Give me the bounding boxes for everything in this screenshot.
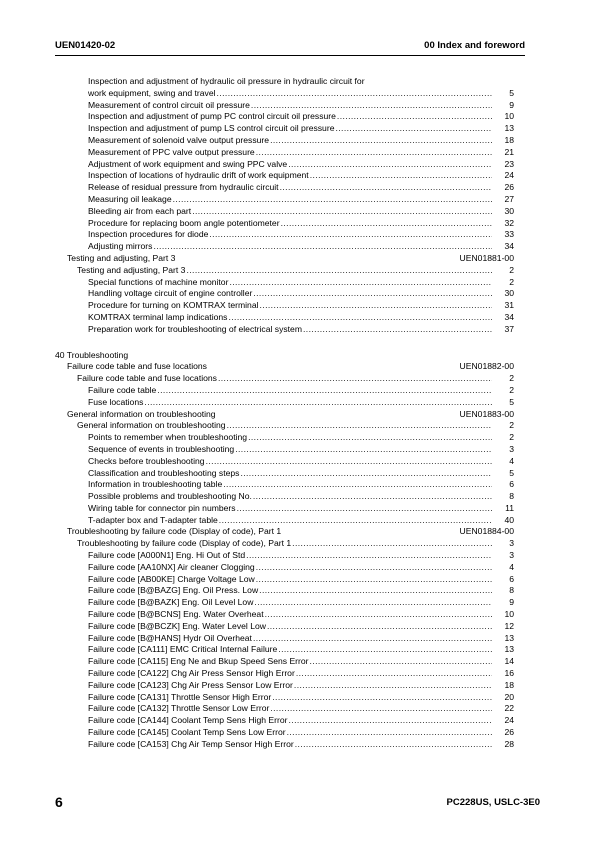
toc-entry-row — [55, 621, 514, 633]
toc-page-number: 16 — [504, 668, 514, 679]
toc-page-number: 4 — [509, 455, 514, 466]
toc-chapter-label: Failure code table and fuse locations — [67, 361, 207, 372]
toc-entry-label: Failure code table — [88, 384, 157, 395]
toc-entry-row — [55, 111, 514, 123]
toc-entry-row — [55, 574, 514, 586]
toc-entry-line — [88, 609, 514, 621]
dot-leader — [246, 550, 492, 562]
dot-leader — [310, 656, 492, 668]
toc-entry-label: Measurement of control circuit oil pressure — [88, 99, 250, 110]
dot-leader — [294, 680, 492, 692]
toc-page-number: 10 — [504, 609, 514, 620]
toc-entry-row — [55, 585, 514, 597]
toc-page-number: 34 — [504, 311, 514, 322]
toc-entry-line — [88, 241, 514, 253]
dot-leader — [296, 668, 492, 680]
toc-entry-label: Adjustment of work equipment and swing PPC valve — [88, 158, 288, 169]
toc-entry-label: Failure code [AB00KE] Charge Voltage Low — [88, 573, 255, 584]
toc-entry-label: Failure code [B@BCZK] Eng. Water Level Low — [88, 620, 266, 631]
toc-page-number: 3 — [509, 550, 514, 561]
toc-entry-line — [77, 538, 514, 550]
toc-entry-row — [55, 444, 514, 456]
toc-page-number: 20 — [504, 691, 514, 702]
toc-entry-line — [88, 229, 514, 241]
toc-entry-line — [88, 562, 514, 574]
toc-entry-label: Measurement of solenoid valve output pressure — [88, 134, 270, 145]
toc-entry-label: Failure code [CA144] Coolant Temp Sens High Error — [88, 715, 288, 726]
dot-leader — [186, 265, 492, 277]
toc-entry-line — [88, 715, 514, 727]
dot-leader — [272, 692, 492, 704]
dot-leader — [173, 194, 492, 206]
toc-entry-line — [77, 420, 514, 432]
toc-entry-label: Failure code [CA131] Throttle Sensor High Error — [88, 691, 272, 702]
toc-page-number: 13 — [504, 123, 514, 134]
toc-entry-line — [88, 727, 514, 739]
toc-entry-row — [55, 135, 514, 147]
toc-page-number: 26 — [504, 727, 514, 738]
toc-entry-label: Failure code [CA111] EMC Critical Internal Failure — [88, 644, 278, 655]
toc-subchapter-row — [55, 265, 514, 277]
toc-chapter-label: General information on troubleshooting — [67, 408, 216, 419]
dot-leader — [254, 597, 492, 609]
toc-entry-line — [88, 88, 514, 100]
toc-page-number: 30 — [504, 288, 514, 299]
toc-page-number: 18 — [504, 679, 514, 690]
dot-leader — [217, 88, 492, 100]
toc-entry-label: Possible problems and troubleshooting No. — [88, 491, 252, 502]
toc-entry-row — [55, 727, 514, 739]
toc-entry-line — [88, 585, 514, 597]
toc-entry-label: Handling voltage circuit of engine controller — [88, 288, 253, 299]
dot-leader — [253, 288, 492, 300]
toc-page-number: 28 — [504, 738, 514, 749]
toc-page-number: 22 — [504, 703, 514, 714]
toc-entry-row — [55, 668, 514, 680]
toc-entry-row — [55, 491, 514, 503]
toc-entry-row — [55, 159, 514, 171]
toc-entry-row — [55, 229, 514, 241]
toc-entry-line — [77, 373, 514, 385]
dot-leader — [144, 397, 492, 409]
toc-entry-row — [55, 397, 514, 409]
dot-leader — [218, 373, 492, 385]
toc-entry-line — [88, 159, 514, 171]
toc-page-number: 30 — [504, 205, 514, 216]
toc-page-number: 13 — [504, 632, 514, 643]
toc-entry-label: Failure code [B@HANS] Hydr Oil Overheat — [88, 632, 252, 643]
toc-chapter-label: Troubleshooting by failure code (Display of code), Part 1 — [67, 526, 282, 537]
toc-entry-line — [88, 692, 514, 704]
toc-entry-row — [55, 703, 514, 715]
dot-leader — [240, 468, 492, 480]
toc-entry-row — [55, 100, 514, 112]
toc-entry-row — [55, 468, 514, 480]
toc-entry-label: General information on troubleshooting — [77, 420, 226, 431]
toc-entry-label: Failure code [CA145] Coolant Temp Sens Low Error — [88, 727, 286, 738]
toc-entry-label: Sequence of events in troubleshooting — [88, 443, 235, 454]
toc-entry-label: Measuring oil leakage — [88, 193, 172, 204]
toc-page-number: 33 — [504, 229, 514, 240]
toc-entry-line — [88, 656, 514, 668]
toc-entry-row — [55, 147, 514, 159]
dot-leader — [281, 218, 492, 230]
table-of-contents — [55, 76, 514, 751]
toc-entry-line — [88, 218, 514, 230]
toc-chapter-code: UEN01884-00 — [459, 526, 514, 537]
toc-entry-line — [88, 312, 514, 324]
toc-entry-row — [55, 479, 514, 491]
toc-entry-line — [88, 444, 514, 456]
toc-entry-row — [55, 562, 514, 574]
toc-section-label: 40 Troubleshooting — [55, 349, 129, 360]
toc-entry-row — [55, 597, 514, 609]
toc-entry-label: Troubleshooting by failure code (Display of code), Part 1 — [77, 538, 292, 549]
toc-entry-row — [55, 300, 514, 312]
toc-page-number: 6 — [509, 479, 514, 490]
toc-entry-row — [55, 515, 514, 527]
toc-entry-row — [55, 456, 514, 468]
toc-page-number: 27 — [504, 193, 514, 204]
toc-entry-line — [88, 468, 514, 480]
dot-leader — [153, 241, 492, 253]
toc-entry-line — [88, 597, 514, 609]
toc-entry-label: Failure code [CA123] Chg Air Press Sensor Low Error — [88, 679, 293, 690]
toc-subchapter-row — [55, 373, 514, 385]
page-number: 6 — [55, 794, 63, 810]
toc-entry-line — [88, 621, 514, 633]
toc-entry-line — [88, 397, 514, 409]
toc-entry-label: Procedure for replacing boom angle potentiometer — [88, 217, 280, 228]
toc-page-number: 2 — [509, 276, 514, 287]
dot-leader — [253, 633, 492, 645]
toc-entry-row — [55, 277, 514, 289]
toc-entry-row — [55, 88, 514, 100]
toc-entry-row — [55, 739, 514, 751]
dot-leader — [256, 562, 492, 574]
dot-leader — [157, 385, 492, 397]
toc-page-number: 5 — [509, 467, 514, 478]
section-gap — [55, 336, 514, 350]
toc-entry-label: Failure code [AA10NX] Air cleaner Clogging — [88, 561, 255, 572]
toc-entry-line — [88, 503, 514, 515]
toc-page-number: 9 — [509, 99, 514, 110]
toc-page-number: 18 — [504, 134, 514, 145]
model-name: PC228US, USLC-3E0 — [446, 797, 540, 808]
dot-leader — [289, 715, 492, 727]
toc-entry-line — [88, 644, 514, 656]
toc-entry-label: Classification and troubleshooting steps — [88, 467, 240, 478]
toc-chapter-row — [55, 409, 514, 421]
toc-entry-row — [55, 715, 514, 727]
toc-entry-label: Adjusting mirrors — [88, 241, 153, 252]
toc-subchapter-row — [55, 538, 514, 550]
toc-chapter-code: UEN01882-00 — [459, 361, 514, 372]
document-code: UEN01420-02 — [55, 40, 116, 51]
toc-page-number: 5 — [509, 87, 514, 98]
toc-entry-row — [55, 692, 514, 704]
toc-entry-row — [55, 170, 514, 182]
toc-entry-line — [88, 300, 514, 312]
toc-page-number: 34 — [504, 241, 514, 252]
toc-chapter-label: Testing and adjusting, Part 3 — [67, 252, 176, 263]
toc-entry-row — [55, 288, 514, 300]
toc-page-number: 2 — [509, 264, 514, 275]
header-rule — [55, 55, 525, 56]
toc-entry-row — [55, 432, 514, 444]
toc-entry-row — [55, 644, 514, 656]
toc-page-number: 12 — [504, 620, 514, 631]
toc-entry-label: Checks before troubleshooting — [88, 455, 205, 466]
toc-entry-label: Preparation work for troubleshooting of electrical system — [88, 323, 302, 334]
toc-entry-label: Failure code [B@BAZG] Eng. Oil Press. Low — [88, 585, 259, 596]
toc-entry-line — [88, 288, 514, 300]
toc-entry-line — [77, 265, 514, 277]
toc-page-number: 21 — [504, 146, 514, 157]
toc-entry-row — [55, 656, 514, 668]
toc-entry-line — [88, 100, 514, 112]
toc-entry-row — [55, 194, 514, 206]
section-title: 00 Index and foreword — [424, 40, 525, 51]
toc-entry-label: Inspection of locations of hydraulic drift of work equipment — [88, 170, 309, 181]
dot-leader — [287, 727, 492, 739]
toc-entry-line — [88, 432, 514, 444]
toc-entry-line — [88, 206, 514, 218]
toc-page-number: 4 — [509, 561, 514, 572]
toc-section-heading — [55, 350, 514, 362]
toc-entry-line — [88, 324, 514, 336]
dot-leader — [288, 159, 492, 171]
toc-page-number: 2 — [509, 420, 514, 431]
toc-entry-label: Inspection and adjustment of pump LS control circuit oil pressure — [88, 123, 335, 134]
toc-entry-line — [88, 491, 514, 503]
toc-entry-row — [55, 503, 514, 515]
toc-entry-label: Failure code [B@BCNS] Eng. Water Overheat — [88, 609, 264, 620]
dot-leader — [260, 300, 492, 312]
toc-entry-label: Fuse locations — [88, 396, 144, 407]
toc-entry-label: Failure code [CA122] Chg Air Press Sensor High Error — [88, 668, 295, 679]
toc-entry-label: Failure code [A000N1] Eng. Hi Out of Std — [88, 550, 246, 561]
toc-entry-label: Failure code [CA132] Throttle Sensor Low Error — [88, 703, 270, 714]
toc-entry-row — [55, 218, 514, 230]
toc-entry-line — [88, 111, 514, 123]
toc-entry-label: Inspection and adjustment of hydraulic oil pressure in hydraulic circuit for — [88, 76, 365, 86]
toc-page-number: 2 — [509, 373, 514, 384]
toc-chapter-code: UEN01883-00 — [459, 408, 514, 419]
dot-leader — [335, 123, 492, 135]
toc-page-number: 40 — [504, 514, 514, 525]
toc-page-number: 2 — [509, 432, 514, 443]
toc-chapter-row — [55, 253, 514, 265]
toc-page-number: 9 — [509, 597, 514, 608]
toc-entry-row — [55, 633, 514, 645]
toc-entry-line — [88, 123, 514, 135]
dot-leader — [235, 444, 492, 456]
dot-leader — [229, 277, 492, 289]
toc-entry-line — [88, 135, 514, 147]
toc-page-number: 23 — [504, 158, 514, 169]
toc-page-number: 14 — [504, 656, 514, 667]
toc-page-number: 37 — [504, 323, 514, 334]
dot-leader — [227, 420, 492, 432]
toc-page-number: 31 — [504, 300, 514, 311]
toc-entry-row — [55, 312, 514, 324]
toc-entry-row — [55, 241, 514, 253]
toc-entry-label: Points to remember when troubleshooting — [88, 432, 248, 443]
page-header — [55, 40, 525, 54]
toc-entry-label: KOMTRAX terminal lamp indications — [88, 311, 228, 322]
toc-entry-line — [88, 515, 514, 527]
dot-leader — [337, 111, 492, 123]
toc-subchapter-row — [55, 420, 514, 432]
toc-chapter-code: UEN01881-00 — [459, 252, 514, 263]
toc-entry-line — [88, 277, 514, 289]
dot-leader — [295, 739, 492, 751]
toc-page-number: 8 — [509, 585, 514, 596]
toc-entry-line — [88, 194, 514, 206]
dot-leader — [292, 538, 492, 550]
toc-page-number: 32 — [504, 217, 514, 228]
toc-entry-line — [88, 680, 514, 692]
toc-page-number: 3 — [509, 443, 514, 454]
dot-leader — [267, 621, 492, 633]
dot-leader — [248, 432, 492, 444]
toc-entry-label: Testing and adjusting, Part 3 — [77, 264, 186, 275]
toc-page-number: 3 — [509, 538, 514, 549]
toc-page-number: 5 — [509, 396, 514, 407]
toc-page-number: 24 — [504, 170, 514, 181]
toc-entry-label: Failure code [CA153] Chg Air Temp Sensor High Error — [88, 738, 294, 749]
dot-leader — [265, 609, 492, 621]
toc-page-number: 11 — [505, 502, 514, 513]
toc-entry-label: Inspection procedures for diode — [88, 229, 209, 240]
toc-page-number: 2 — [509, 384, 514, 395]
toc-entry-row — [55, 385, 514, 397]
toc-page-number: 8 — [509, 491, 514, 502]
toc-entry-line — [88, 703, 514, 715]
toc-entry-line — [88, 182, 514, 194]
dot-leader — [310, 170, 492, 182]
toc-entry-label: Bleeding air from each part — [88, 205, 192, 216]
dot-leader — [278, 644, 492, 656]
toc-entry-line — [88, 170, 514, 182]
toc-entry-row — [55, 76, 514, 88]
toc-entry-line — [88, 550, 514, 562]
toc-entry-label: Release of residual pressure from hydraulic circuit — [88, 182, 279, 193]
toc-entry-label: Inspection and adjustment of pump PC control circuit oil pressure — [88, 111, 336, 122]
toc-entry-line — [88, 456, 514, 468]
toc-entry-row — [55, 182, 514, 194]
dot-leader — [219, 515, 492, 527]
toc-entry-line — [88, 739, 514, 751]
toc-entry-line — [88, 385, 514, 397]
dot-leader — [228, 312, 492, 324]
toc-entry-line — [88, 574, 514, 586]
dot-leader — [251, 100, 492, 112]
toc-entry-label: Wiring table for connector pin numbers — [88, 502, 236, 513]
toc-page-number: 24 — [504, 715, 514, 726]
toc-page-number: 26 — [504, 182, 514, 193]
dot-leader — [223, 479, 492, 491]
toc-entry-row — [55, 680, 514, 692]
toc-chapter-row — [55, 361, 514, 373]
toc-entry-row — [55, 324, 514, 336]
dot-leader — [303, 324, 492, 336]
toc-page-number: 13 — [504, 644, 514, 655]
dot-leader — [259, 585, 492, 597]
toc-chapter-row — [55, 526, 514, 538]
toc-entry-label: Information in troubleshooting table — [88, 479, 223, 490]
dot-leader — [192, 206, 492, 218]
toc-entry-row — [55, 609, 514, 621]
toc-entry-label: Procedure for turning on KOMTRAX terminal — [88, 300, 259, 311]
toc-entry-line — [88, 668, 514, 680]
toc-entry-label: work equipment, swing and travel — [88, 87, 216, 98]
dot-leader — [237, 503, 492, 515]
toc-entry-line — [88, 479, 514, 491]
toc-entry-label: Special functions of machine monitor — [88, 276, 229, 287]
dot-leader — [206, 456, 492, 468]
toc-entry-label: Measurement of PPC valve output pressure — [88, 146, 255, 157]
dot-leader — [280, 182, 492, 194]
toc-entry-row — [55, 123, 514, 135]
toc-page-number: 6 — [509, 573, 514, 584]
toc-entry-row — [55, 206, 514, 218]
toc-entry-line — [88, 147, 514, 159]
toc-entry-label: Failure code [CA115] Eng Ne and Bkup Speed Sens Error — [88, 656, 309, 667]
dot-leader — [270, 703, 492, 715]
dot-leader — [270, 135, 492, 147]
toc-page-number: 10 — [504, 111, 514, 122]
toc-entry-label: Failure code table and fuse locations — [77, 373, 217, 384]
dot-leader — [253, 491, 492, 503]
toc-entry-row — [55, 550, 514, 562]
dot-leader — [209, 229, 492, 241]
dot-leader — [256, 147, 492, 159]
toc-entry-line — [88, 633, 514, 645]
toc-entry-label: T-adapter box and T-adapter table — [88, 514, 218, 525]
toc-entry-label: Failure code [B@BAZK] Eng. Oil Level Low — [88, 597, 254, 608]
dot-leader — [256, 574, 492, 586]
